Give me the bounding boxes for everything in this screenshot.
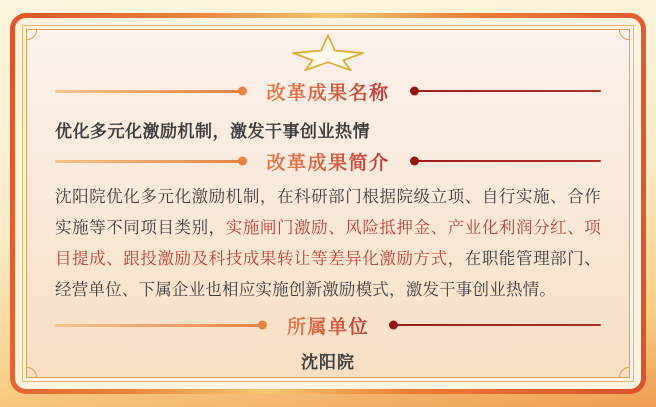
gold-outer-frame	[22, 25, 634, 382]
corner-ornament-bottom-left	[26, 367, 37, 378]
intro-paragraph	[55, 182, 601, 306]
corner-ornament-bottom-right	[619, 367, 630, 378]
unit-name-text: 沈阳院	[301, 353, 355, 372]
achievement-name-text: 优化多元化激励机制，激发干事创业热情	[55, 122, 370, 141]
section-header-intro	[55, 149, 601, 173]
corner-ornament-top-left	[26, 29, 37, 40]
intro-text-segment: 沈阳院优化多元化激励机制，在科研部门根据院级立项、自行实施、合作实施等不同项目类别，	[55, 188, 601, 237]
section-header-name	[55, 79, 601, 103]
header-right-line	[390, 324, 601, 327]
header-left-line	[55, 90, 246, 93]
intro-text-highlighted-segment: 实施闸门激励、风险抵押金、产业化利润分红、项目提成、跟投激励及科技成果转让等差异化激励方式	[55, 219, 602, 268]
gold-inner-frame	[26, 29, 630, 378]
card-outer-border	[10, 13, 646, 394]
header-left-line	[55, 160, 246, 163]
card-border-gap	[15, 18, 641, 389]
header-left-line	[55, 324, 266, 327]
intro-text-segment: ，在职能管理部门、经营单位、下属企业也相应实施创新激励模式，激发干事创业热情。	[55, 250, 601, 299]
header-right-line	[411, 160, 602, 163]
star-icon	[55, 34, 601, 72]
header-right-line	[411, 90, 602, 93]
section-header-unit	[55, 313, 601, 337]
section-title-unit: 所属单位	[287, 312, 369, 339]
section-title-intro: 改革成果简介	[267, 148, 390, 175]
section-title-name: 改革成果名称	[267, 78, 390, 105]
corner-ornament-top-right	[619, 29, 630, 40]
